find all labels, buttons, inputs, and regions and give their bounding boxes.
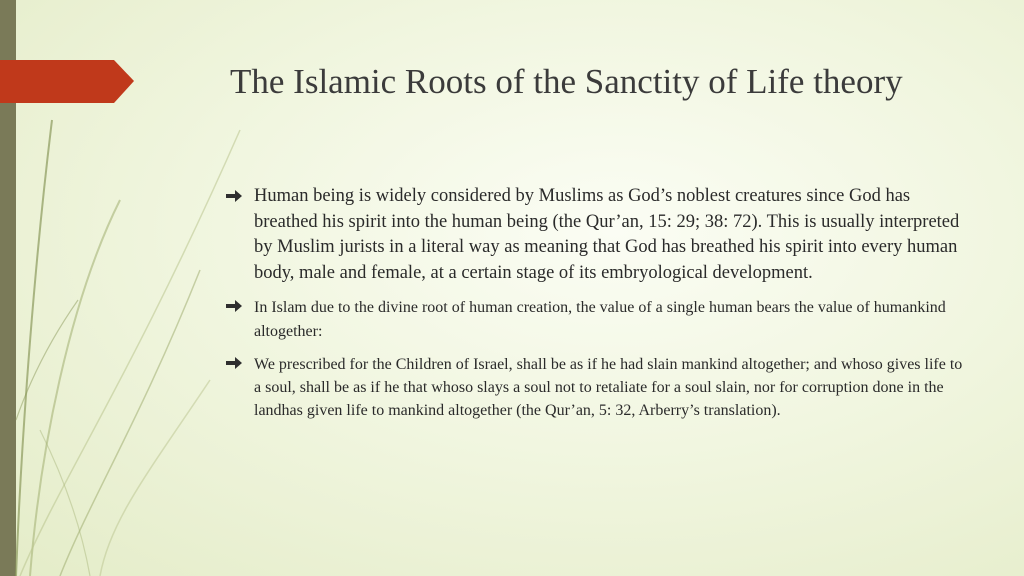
bullet-item bbox=[226, 353, 966, 423]
right-arrow-icon bbox=[226, 190, 242, 202]
slide-title: The Islamic Roots of the Sanctity of Life theory bbox=[230, 62, 903, 101]
right-arrow-icon bbox=[226, 300, 242, 312]
title-accent-tab bbox=[0, 60, 134, 103]
bullet-list bbox=[226, 184, 966, 432]
bullet-item bbox=[226, 296, 966, 342]
bullet-text: In Islam due to the divine root of human creation, the value of a single human bears the value of humankind altogether: bbox=[254, 299, 946, 340]
right-arrow-icon bbox=[226, 357, 242, 369]
bullet-text: Human being is widely considered by Muslims as God’s noblest creatures since God has breathed his spirit into the human being (the Qur’an, 15: 29; 38: 72). This is usually interpreted by Muslim jurists in a literal way as meaning that God has breathed his spirit into every human body, male and female, at a certain stage of its embryological development. bbox=[254, 186, 960, 283]
bullet-text: We prescribed for the Children of Israel, shall be as if he had slain mankind altogether; and whoso gives life to a soul, shall be as if he that whoso slays a soul not to retaliate for a soul slain, nor for corruption done in the landhas given life to mankind altogether (the Qur’an, 5: 32, Arberry’s translation). bbox=[254, 355, 963, 420]
bullet-item bbox=[226, 184, 966, 286]
